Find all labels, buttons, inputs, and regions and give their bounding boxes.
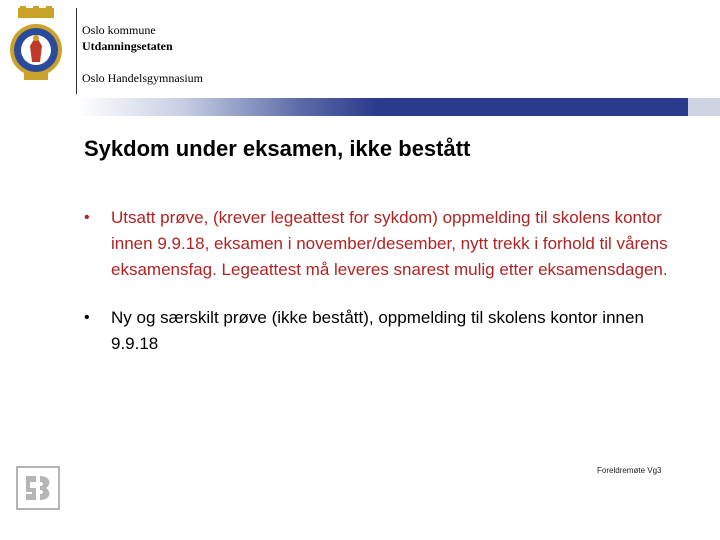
bullet-list — [84, 205, 684, 357]
oslo-coat-of-arms-icon — [6, 6, 66, 86]
slide-title: Sykdom under eksamen, ikke bestått — [84, 136, 471, 161]
bullet-text: Ny og særskilt prøve (ikke bestått), oppmelding til skolens kontor innen 9.9.18 — [111, 308, 644, 353]
header-divider — [76, 8, 77, 94]
footer-note: Foreldremøte Vg3 — [597, 466, 662, 475]
header-bar-end — [688, 98, 720, 116]
header-bar-gradient — [77, 98, 377, 116]
org-department: Utdanningsetaten — [82, 39, 173, 53]
school-name: Oslo Handelsgymnasium — [82, 71, 203, 85]
header-bar — [377, 98, 688, 116]
org-name: Oslo kommune — [82, 23, 156, 37]
bullet-item — [84, 305, 684, 357]
bullet-item — [84, 205, 684, 283]
oslo-emblem-icon — [16, 466, 60, 510]
bullet-text: Utsatt prøve, (krever legeattest for sykdom) oppmelding til skolens kontor innen 9.9.18, eksamen i november/desember, nytt trekk i forhold til vårens eksamensfag. Legeattest må leveres snarest mulig etter eksamensdagen. — [111, 208, 668, 279]
bullet-marker: • — [84, 309, 90, 326]
bullet-marker: • — [84, 209, 90, 226]
